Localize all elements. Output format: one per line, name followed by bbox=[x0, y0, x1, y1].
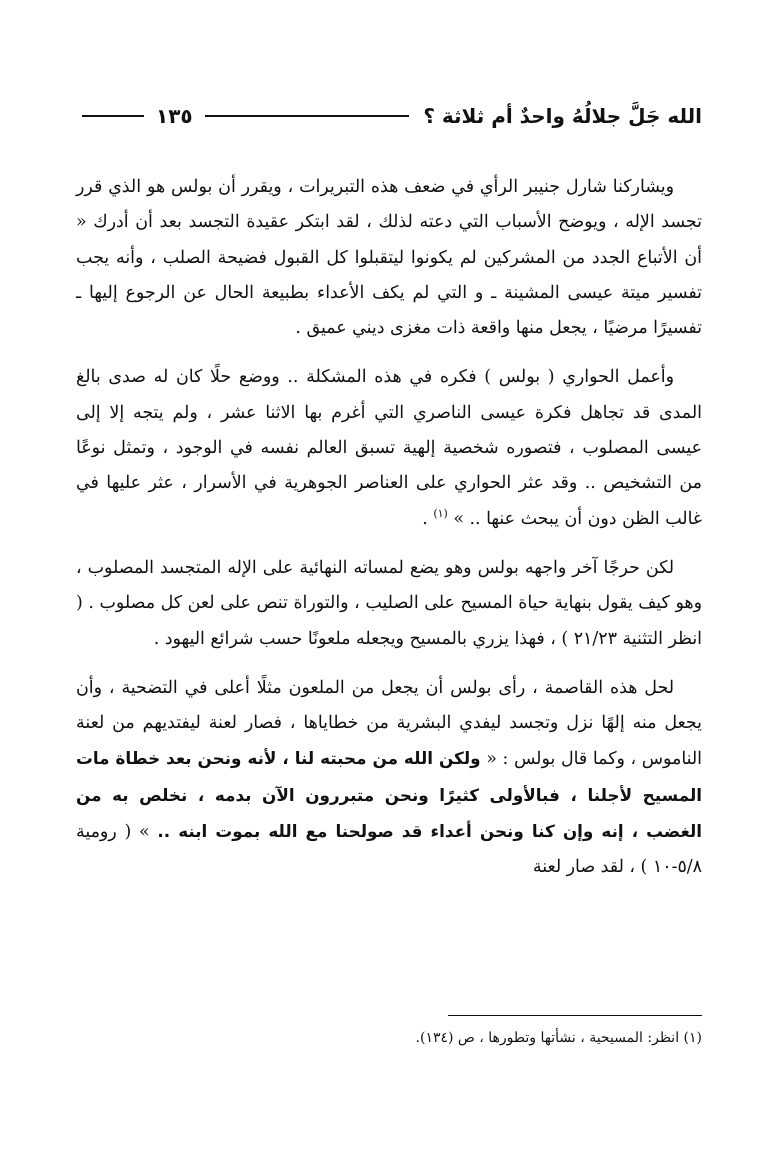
footnote-text: (١) انظر: المسيحية ، نشأتها وتطورها ، ص (١٣٤). bbox=[415, 1030, 702, 1046]
page-header bbox=[76, 98, 702, 134]
footnote-reference[interactable]: (١) bbox=[433, 506, 448, 520]
header-rule-long bbox=[205, 115, 410, 117]
paragraph-2 bbox=[76, 360, 702, 536]
page-number: ١٣٥ bbox=[156, 104, 193, 128]
paragraph-text: وأعمل الحواري ( بولس ) فكره في هذه المشكلة .. ووضع حلًا كان له صدى بالغ المدى قد تجاهل فكرة عيسى الناصري التي أغرم بها الاثنا عشر ، ولم يتجه إلا إلى عيسى المصلوب ، فتصوره شخصية إلهية تسبق العالم نفسه في الوجود ، وتمثل نوعًا من التشخيص .. وقد عثر الحواري على العناصر الجوهرية في الأسرار ، عثر عليها في غالب الظن دون أن يبحث عنها .. » bbox=[76, 367, 702, 529]
footnote-separator bbox=[448, 1015, 702, 1016]
paragraph-4 bbox=[76, 671, 702, 886]
paragraph-text: ويشاركنا شارل جنيبر الرأي في ضعف هذه التبريرات ، ويقرر أن بولس هو الذي قرر تجسد الإله ، ويوضح الأسباب التي دعته لذلك ، لقد ابتكر عقيدة التجسد بعد أن أدرك « أن الأتباع الجدد من المشركين لم يكونوا ليتقبلوا كل القبول فضيحة الصلب ، وأنه يجب تفسير ميتة عيسى المشينة ـ و التي لم يكف الأعداء بطبيعة الحال عن الرجوع إليها ـ تفسيرًا مرضيًا ، يجعل منها واقعة ذات مغزى ديني عميق . bbox=[76, 177, 702, 339]
header-rule-short bbox=[82, 115, 144, 117]
scripture-quote: ولكن الله من محبته لنا ، لأنه ونحن بعد خطاة مات المسيح لأجلنا ، فبالأولى كثيرًا ونحن متبررون الآن بدمه ، نخلص به من الغضب ، إنه وإن كنا ونحن أعداء قد صولحنا مع الله بموت ابنه .. bbox=[76, 748, 702, 842]
paragraph-tail: » ( رومية ٥/٨-١٠ ) ، لقد صار لعنة bbox=[76, 822, 702, 878]
paragraph-text: لكن حرجًا آخر واجهه بولس وهو يضع لمساته النهائية على الإله المتجسد المصلوب ، وهو كيف يقول بنهاية حياة المسيح على الصليب ، والتوراة تنص على لعن كل مصلوب . ( انظر التثنية ٢١/٢٣ ) ، فهذا يزري بالمسيح ويجعله ملعونًا حسب شرائع اليهود . bbox=[76, 557, 702, 649]
running-title: الله جَلَّ جلالُهُ واحدٌ أم ثلاثة ؟ bbox=[423, 104, 702, 128]
paragraph-3 bbox=[76, 551, 702, 657]
body-text bbox=[76, 170, 702, 900]
paragraph-1 bbox=[76, 170, 702, 346]
paragraph-lead: لحل هذه القاصمة ، رأى بولس أن يجعل من الملعون مثلًا أعلى في التضحية ، وأن يجعل منه إلهًا نزل وتجسد ليفدي البشرية من خطاياها ، فصار لعنة ليفتديهم من لعنة الناموس ، وكما قال بولس : « bbox=[76, 677, 702, 770]
paragraph-tail: . bbox=[422, 508, 434, 529]
footnote bbox=[76, 1026, 702, 1050]
